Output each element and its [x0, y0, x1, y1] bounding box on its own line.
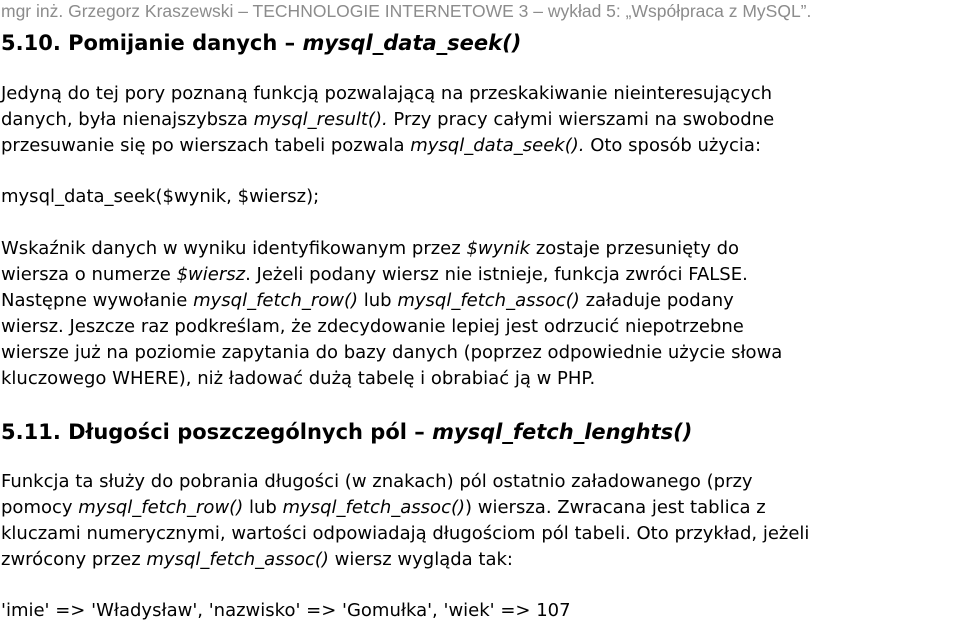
text-run: Następne wywołanie — [1, 290, 194, 311]
text-run: Oto sposób użycia: — [584, 135, 762, 156]
paragraph-line — [1, 262, 959, 288]
paragraph-line: wiersz. Jeszcze raz podkreślam, że zdecydowanie lepiej jest odrzucić niepotrzebne — [1, 316, 744, 337]
function-name: mysql_fetch_row() — [78, 497, 244, 518]
paragraph-line: kluczowego WHERE), niż ładować dużą tabelę i obrabiać ją w PHP. — [1, 368, 596, 389]
paragraph-line: Funkcja ta służy do pobrania długości (w znakach) pól ostatnio załadowanego (przy — [1, 471, 753, 492]
text-run: danych, była nienajszybsza — [1, 109, 254, 130]
text-run: zostaje przesunięty do — [530, 238, 740, 259]
function-name: mysql_data_seek(). — [410, 135, 585, 156]
function-name: mysql_fetch_assoc() — [282, 497, 466, 518]
section-title-function: mysql_fetch_lenghts() — [432, 420, 693, 444]
paragraph-line — [1, 547, 959, 573]
array-example: 'imie' => 'Władysław', 'nazwisko' => 'Gomułka', 'wiek' => 107 — [1, 600, 571, 621]
paragraph-line: wiersze już na poziomie zapytania do bazy danych (poprzez odpowiednie użycie słowa — [1, 342, 783, 363]
variable-name: $wiersz — [176, 264, 246, 285]
paragraph-line — [1, 288, 959, 314]
paragraph-line: kluczami numerycznymi, wartości odpowiadają długościom pól tabeli. Oto przykład, jeżeli — [1, 523, 810, 544]
syntax-example: mysql_data_seek($wynik, $wiersz); — [1, 186, 320, 207]
function-name: mysql_result(). — [253, 109, 388, 130]
function-name: mysql_fetch_row() — [193, 290, 359, 311]
text-run: przesuwanie się po wierszach tabeli pozwala — [1, 135, 411, 156]
text-run: pomocy — [1, 497, 79, 518]
text-run: lub — [243, 497, 283, 518]
function-name: mysql_fetch_assoc() — [397, 290, 580, 311]
text-run: wiersz wygląda tak: — [328, 549, 513, 570]
text-run: zwrócony przez — [1, 549, 147, 570]
text-run: wiersza o numerze — [1, 264, 177, 285]
text-run: ) wiersza. Zwracana jest tablica z — [465, 497, 766, 518]
section-title-prefix: 5.11. Długości poszczególnych pól – — [1, 420, 433, 444]
paragraph-line — [1, 107, 959, 133]
function-name: mysql_fetch_assoc() — [146, 549, 329, 570]
running-header: mgr inż. Grzegorz Kraszewski – TECHNOLOGIE INTERNETOWE 3 – wykład 5: „Współpraca z MySQL”. — [1, 1, 812, 21]
section-title-5-11 — [1, 419, 692, 445]
variable-name: $wynik — [466, 238, 531, 259]
text-run: . Jeżeli podany wiersz nie istnieje, funkcja zwróci FALSE. — [245, 264, 748, 285]
section-title-prefix: 5.10. Pomijanie danych – — [1, 31, 303, 55]
paragraph-line — [1, 495, 959, 521]
paragraph-intro — [1, 81, 959, 159]
paragraph-lengths — [1, 469, 959, 573]
paragraph-line: Jedyną do tej pory poznaną funkcją pozwalającą na przeskakiwanie nieinteresujących — [1, 83, 773, 104]
paragraph-description — [1, 236, 959, 392]
section-title-function: mysql_data_seek() — [302, 31, 522, 55]
text-run: Wskaźnik danych w wyniku identyfikowanym przez — [1, 238, 467, 259]
section-title-5-10 — [1, 30, 521, 56]
text-run: załaduje podany — [579, 290, 734, 311]
paragraph-line — [1, 133, 959, 159]
paragraph-line — [1, 236, 959, 262]
text-run: Przy pracy całymi wierszami na swobodne — [387, 109, 775, 130]
text-run: lub — [358, 290, 398, 311]
